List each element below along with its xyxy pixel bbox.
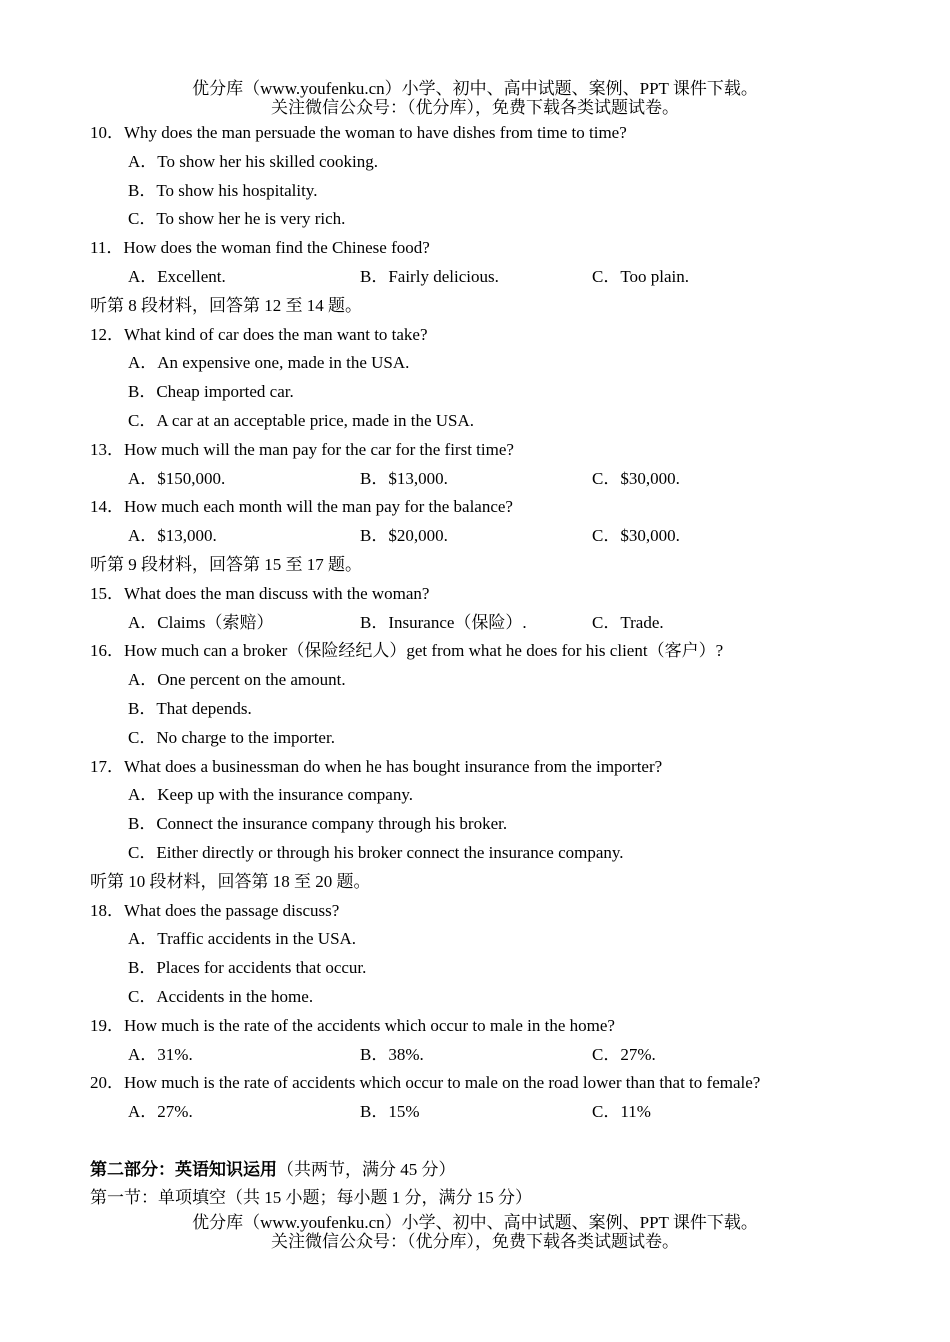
section-title: 第二部分：英语知识运用 [90, 1159, 277, 1179]
answer-option: B．38%. [360, 1044, 424, 1064]
answer-option: B．Places for accidents that occur. [128, 958, 367, 978]
answer-option: C．Either directly or through his broker connect the insurance company. [128, 842, 624, 862]
question-text: 17．What does a businessman do when he has bought insurance from the importer? [90, 756, 663, 776]
footer-line-1: 优分库（www.youfenku.cn）小学、初中、高中试题、案例、PPT 课件下载。 [192, 1213, 758, 1232]
answer-options-row [90, 609, 910, 638]
answer-option: C．Too plain. [592, 266, 690, 286]
exam-content [90, 119, 910, 1213]
section-note: （共两节，满分 45 分） [277, 1159, 456, 1179]
answer-option: C．No charge to the importer. [128, 727, 335, 747]
answer-option: A．Excellent. [128, 266, 226, 286]
answer-options-row [90, 1041, 910, 1070]
answer-option: A．To show her his skilled cooking. [128, 151, 379, 171]
answer-option: A．27%. [128, 1102, 193, 1122]
answer-option: B．To show his hospitality. [128, 180, 318, 200]
question-text: 听第 10 段材料，回答第 18 至 20 题。 [90, 871, 371, 891]
answer-options-row [90, 263, 910, 292]
answer-option: C．Accidents in the home. [128, 986, 314, 1006]
question-text: 第一节：单项填空（共 15 小题；每小题 1 分，满分 15 分） [90, 1188, 532, 1208]
answer-option: B．That depends. [128, 698, 252, 718]
answer-option: C．$30,000. [592, 468, 680, 488]
answer-option: C．27%. [592, 1044, 656, 1064]
answer-options-row [90, 522, 910, 551]
answer-option: C．To show her he is very rich. [128, 209, 346, 229]
answer-option: B．15% [360, 1102, 420, 1122]
spacer [90, 1127, 910, 1156]
answer-option: B．$20,000. [360, 526, 448, 546]
answer-option: B．Cheap imported car. [128, 382, 294, 402]
answer-option: B．Connect the insurance company through his broker. [128, 814, 508, 834]
page-footer [0, 1213, 950, 1251]
answer-option: A．One percent on the amount. [128, 670, 346, 690]
answer-option: C．11% [592, 1102, 651, 1122]
header-line-2: 关注微信公众号：（优分库），免费下载各类试题试卷。 [271, 98, 679, 117]
question-text: 18．What does the passage discuss? [90, 900, 340, 920]
answer-options-row [90, 1098, 910, 1127]
question-text: 听第 9 段材料，回答第 15 至 17 题。 [90, 554, 362, 574]
question-text: 16．How much can a broker（保险经纪人）get from what he does for his client（客户）? [90, 641, 724, 661]
question-text: 13．How much will the man pay for the car for the first time? [90, 439, 514, 459]
question-text: 12．What kind of car does the man want to take? [90, 324, 428, 344]
answer-option: A．Claims（索赔） [128, 612, 274, 632]
answer-options-row [90, 465, 910, 494]
section-heading [90, 1156, 910, 1185]
question-text: 11．How does the woman find the Chinese food? [90, 238, 430, 258]
question-text: 20．How much is the rate of accidents which occur to male on the road lower than that to female? [90, 1073, 761, 1093]
answer-option: A．$13,000. [128, 526, 217, 546]
answer-option: B．Fairly delicious. [360, 266, 499, 286]
page-header [0, 79, 950, 117]
answer-option: B．$13,000. [360, 468, 448, 488]
question-text: 15．What does the man discuss with the woman? [90, 583, 430, 603]
question-text: 听第 8 段材料，回答第 12 至 14 题。 [90, 295, 362, 315]
answer-option: A．An expensive one, made in the USA. [128, 353, 410, 373]
answer-option: A．Traffic accidents in the USA. [128, 929, 357, 949]
question-text: 19．How much is the rate of the accidents which occur to male in the home? [90, 1015, 615, 1035]
answer-option: A．31%. [128, 1044, 193, 1064]
answer-option: C．Trade. [592, 612, 664, 632]
question-text: 10．Why does the man persuade the woman to have dishes from time to time? [90, 123, 627, 142]
question-text: 14．How much each month will the man pay for the balance? [90, 497, 513, 517]
answer-option: C．$30,000. [592, 526, 680, 546]
header-line-1: 优分库（www.youfenku.cn）小学、初中、高中试题、案例、PPT 课件下载。 [192, 79, 758, 98]
answer-option: A．Keep up with the insurance company. [128, 785, 413, 805]
footer-line-2: 关注微信公众号：（优分库），免费下载各类试题试卷。 [271, 1232, 679, 1251]
answer-option: B．Insurance（保险）. [360, 612, 527, 632]
answer-option: C．A car at an acceptable price, made in the USA. [128, 410, 475, 430]
answer-option: A．$150,000. [128, 468, 226, 488]
